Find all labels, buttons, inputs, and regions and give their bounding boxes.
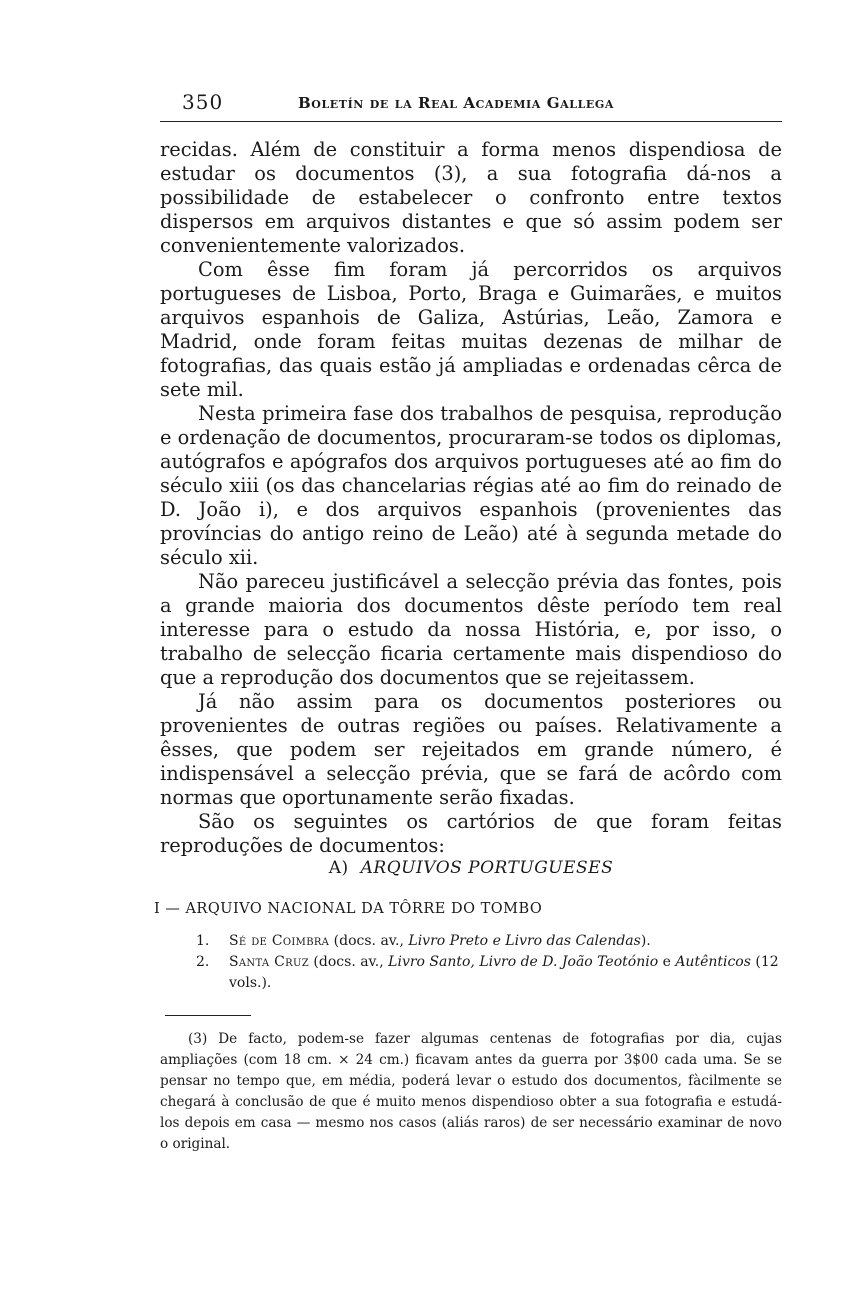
entry-detail: (docs. av., (308, 954, 389, 970)
list-item (196, 931, 782, 952)
entry-detail-mid: e (658, 954, 676, 970)
entry-detail-end: (12 vols.). (229, 954, 779, 991)
paragraph-5: Já não assim para os documentos posteriores ou provenientes de outras regiões ou países. Relativamente a êsses, que podem ser rejeitados em grande número, é indispensável a selecção prévia, que se fará de acôrdo com normas que oportunamente serão fixadas. (160, 690, 782, 809)
section-title: ARQUIVOS PORTUGUESES (360, 858, 614, 878)
footnote-rule (165, 1015, 251, 1016)
footnote-mark: (3) (188, 1031, 208, 1047)
paragraph-3: Nesta primeira fase dos trabalhos de pesquisa, reprodução e ordenação de documentos, procuraram-se todos os diplomas, autógrafos e apógrafos dos arquivos portugueses até ao fim do século xiii (os das chancelarias régias até ao fim do reinado de D. João i), e dos arquivos espanhois (provenientes das províncias do antigo reino de Leão) até à segunda metade do século xii. (160, 402, 782, 569)
section-heading (160, 858, 782, 878)
header-rule (160, 121, 782, 122)
paragraph-6: São os seguintes os cartórios de que foram feitas reproduções de documentos: (160, 810, 782, 857)
running-title: Boletín de la Real Academia Gallega (298, 94, 615, 112)
entry-number: 1. (196, 933, 210, 949)
body-text (160, 138, 782, 858)
entry-name: Santa Cruz (229, 954, 309, 970)
running-header (160, 86, 780, 114)
page-number: 350 (182, 90, 224, 114)
entry-number: 2. (196, 954, 210, 970)
entry-title-2: Autênticos (675, 954, 751, 970)
footnote-text: De facto, podem-se fazer algumas centenas de fotografias por dia, cujas ampliações (com 18 cm. × 24 cm.) ficavam antes da guerra por 3$00 cada uma. Se se pensar no tempo que, em média, poderá levar o estudo dos documentos, fàcilmente se chegará à conclusão de que é muito menos dispendioso obter a sua fotografia e estudá-los depois em casa — mesmo nos casos (aliás raros) de ser necessário examinar de novo o original. (160, 1031, 782, 1152)
paragraph-1: recidas. Além de constituir a forma menos dispendiosa de estudar os documentos (3), a sua fotografia dá-nos a possibilidade de estabelecer o confronto entre textos dispersos em arquivos distantes e que só assim podem ser convenientemente valorizados. (160, 138, 782, 257)
paragraph-2: Com êsse fim foram já percorridos os arquivos portugueses de Lisboa, Porto, Braga e Guimarães, e muitos arquivos espanhois de Galiza, Astúrias, Leão, Zamora e Madrid, onde foram feitas muitas dezenas de milhar de fotografias, das quais estão já ampliadas e ordenadas cêrca de sete mil. (160, 258, 782, 401)
archive-entries (196, 931, 782, 994)
entry-name: Sé de Coimbra (229, 933, 330, 949)
entry-detail-end: ). (640, 933, 651, 949)
section-label: A) (328, 858, 349, 878)
archive-heading: I — ARQUIVO NACIONAL DA TÔRRE DO TOMBO (154, 901, 543, 917)
paragraph-4: Não pareceu justificável a selecção prévia das fontes, pois a grande maioria dos documentos dêste período tem real interesse para o estudo da nossa História, e, por isso, o trabalho de selecção ficaria certamente mais dispendioso do que a reprodução dos documentos que se rejeitassem. (160, 570, 782, 689)
entry-title: Livro Santo, Livro de D. João Teotónio (388, 954, 659, 970)
list-item (196, 952, 782, 994)
entry-title: Livro Preto e Livro das Calendas (408, 933, 641, 949)
footnote (160, 1029, 782, 1155)
entry-detail: (docs. av., (329, 933, 409, 949)
